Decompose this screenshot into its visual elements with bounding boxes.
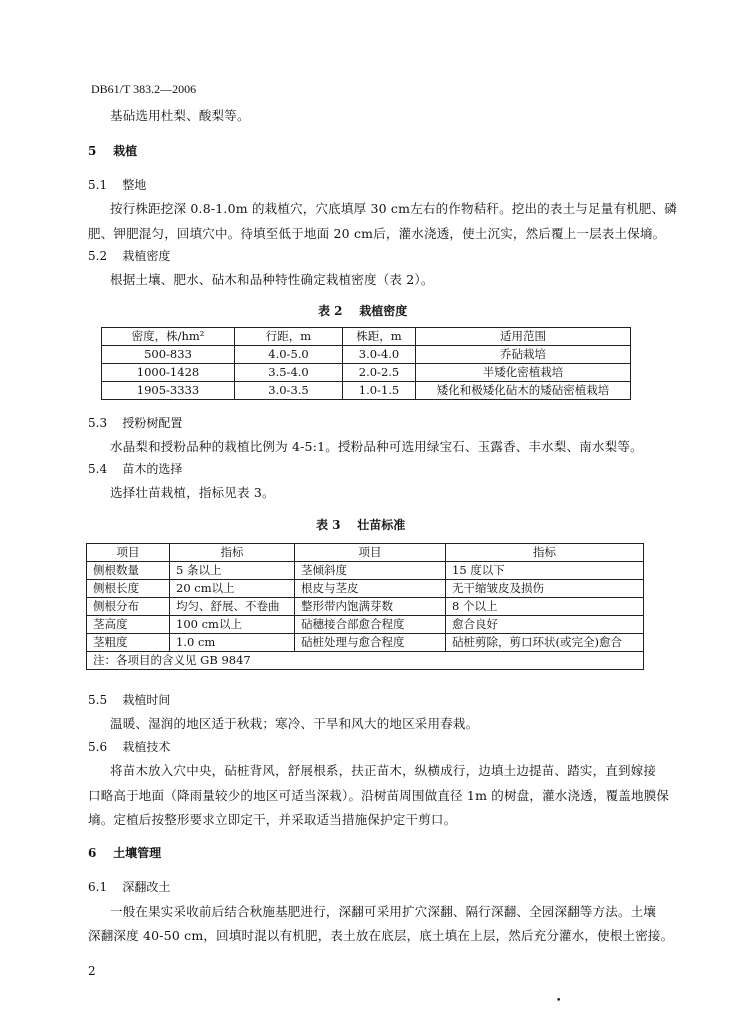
table-cell: 茎高度 xyxy=(87,616,170,634)
paragraph-5-6-line2: 口略高于地面（降雨量较少的地区可适当深栽）。沿树苗周围做直径 1m 的树盘，灌水浇透，覆盖地膜保 xyxy=(88,788,670,803)
table-cell: 5 条以上 xyxy=(170,562,295,580)
paragraph-5-3: 水晶梨和授粉品种的栽植比例为 4-5:1。授粉品种可选用绿宝石、玉露香、丰水梨、南水梨等。 xyxy=(110,439,643,454)
intro-line: 基砧选用杜梨、酸梨等。 xyxy=(110,108,250,123)
subsection-5-1-heading xyxy=(88,176,146,193)
table-header-cell: 项目 xyxy=(87,544,170,562)
document-code-header: DB61/T 383.2—2006 xyxy=(91,82,197,96)
table-cell: 茎粗度 xyxy=(87,634,170,652)
section-6-heading xyxy=(88,844,161,861)
section-title: 土壤管理 xyxy=(113,846,162,860)
table-cell: 100 cm以上 xyxy=(170,616,295,634)
table-header-cell: 行距，m xyxy=(235,328,343,346)
section-title: 栽植 xyxy=(113,144,138,158)
paragraph-5-1-line2: 肥、钾肥混匀，回填穴中。待填至低于地面 20 cm后，灌水浇透，使土沉实，然后覆上一层表土保墒。 xyxy=(88,226,666,241)
table-cell: 3.0-4.0 xyxy=(343,346,416,364)
table-cell: 无干缩皱皮及损伤 xyxy=(446,580,644,598)
table-row xyxy=(102,346,631,364)
subsection-5-5-heading xyxy=(88,691,170,708)
page-number: 2 xyxy=(88,964,96,978)
table-cell: 根皮与茎皮 xyxy=(295,580,446,598)
paragraph-5-6-line1: 将苗木放入穴中央，砧桩背风，舒展根系，扶正苗木，纵横成行，边填土边提苗、踏实，直到嫁接 xyxy=(110,763,657,778)
table-row xyxy=(87,634,644,652)
subsection-number: 5.1 xyxy=(88,178,108,192)
table-cell: 2.0-2.5 xyxy=(343,364,416,382)
subsection-number: 5.5 xyxy=(88,693,108,707)
table-2-planting-density xyxy=(101,327,631,400)
table-cell: 砧穗接合部愈合程度 xyxy=(295,616,446,634)
subsection-5-6-heading xyxy=(88,738,170,755)
subsection-title: 苗木的选择 xyxy=(122,462,183,476)
table-cell: 侧根长度 xyxy=(87,580,170,598)
table-note: 注：各项目的含义见 GB 9847 xyxy=(87,652,644,670)
table-header-cell: 株距，m xyxy=(343,328,416,346)
subsection-5-4-heading xyxy=(88,460,182,477)
table-cell: 茎倾斜度 xyxy=(295,562,446,580)
subsection-title: 深翻改土 xyxy=(122,880,171,894)
table-header-cell: 指标 xyxy=(446,544,644,562)
table-cell: 4.0-5.0 xyxy=(235,346,343,364)
table-cell: 1905-3333 xyxy=(102,382,235,400)
table-header-row xyxy=(102,328,631,346)
table-header-row xyxy=(87,544,644,562)
caption-title: 壮苗标准 xyxy=(357,518,406,532)
table-cell: 愈合良好 xyxy=(446,616,644,634)
table-row xyxy=(87,598,644,616)
table-header-cell: 适用范围 xyxy=(416,328,631,346)
scan-mark: • xyxy=(556,996,562,1006)
table-cell: 矮化和极矮化砧木的矮砧密植栽培 xyxy=(416,382,631,400)
table-cell: 砧桩剪除，剪口环状(或完全)愈合 xyxy=(446,634,644,652)
subsection-title: 授粉树配置 xyxy=(122,416,183,430)
paragraph-5-2: 根据土壤、肥水、砧木和品种特性确定栽植密度（表 2）。 xyxy=(110,272,434,287)
paragraph-5-5: 温暖、湿润的地区适于秋栽；寒冷、干旱和风大的地区采用春栽。 xyxy=(110,716,479,731)
table-cell: 砧桩处理与愈合程度 xyxy=(295,634,446,652)
table-cell: 均匀、舒展、不卷曲 xyxy=(170,598,295,616)
paragraph-5-4: 选择壮苗栽植，指标见表 3。 xyxy=(110,485,275,500)
table-cell: 侧根数量 xyxy=(87,562,170,580)
table-cell: 20 cm以上 xyxy=(170,580,295,598)
caption-title: 栽植密度 xyxy=(359,304,408,318)
table-cell: 500-833 xyxy=(102,346,235,364)
table-cell: 半矮化密植栽培 xyxy=(416,364,631,382)
table-cell: 8 个以上 xyxy=(446,598,644,616)
subsection-5-3-heading xyxy=(88,414,182,431)
subsection-number: 5.3 xyxy=(88,416,108,430)
table-3-caption xyxy=(316,516,405,533)
table-3-seedling-standards xyxy=(86,543,644,670)
subsection-title: 栽植密度 xyxy=(122,249,171,263)
subsection-5-2-heading xyxy=(88,247,170,264)
paragraph-6-1-line2: 深翻深度 40-50 cm，回填时混以有机肥，表土放在底层，底土填在上层，然后充分灌水，使根土密接。 xyxy=(88,928,674,943)
table-cell: 15 度以下 xyxy=(446,562,644,580)
paragraph-6-1-line1: 一般在果实采收前后结合秋施基肥进行，深翻可采用扩穴深翻、隔行深翻、全园深翻等方法。土壤 xyxy=(110,904,657,919)
table-cell: 1.0-1.5 xyxy=(343,382,416,400)
table-row xyxy=(102,382,631,400)
table-header-cell: 密度，株/hm² xyxy=(102,328,235,346)
section-number: 5 xyxy=(88,144,97,158)
subsection-6-1-heading xyxy=(88,878,170,895)
table-row xyxy=(102,364,631,382)
table-row xyxy=(87,562,644,580)
subsection-number: 5.4 xyxy=(88,462,108,476)
subsection-number: 5.6 xyxy=(88,740,108,754)
table-cell: 1.0 cm xyxy=(170,634,295,652)
table-cell: 3.0-3.5 xyxy=(235,382,343,400)
paragraph-5-1-line1: 按行株距挖深 0.8-1.0m 的栽植穴，穴底填厚 30 cm左右的作物秸秆。挖出的表土与足量有机肥、磷 xyxy=(110,201,677,216)
table-cell: 侧根分布 xyxy=(87,598,170,616)
caption-number: 表 3 xyxy=(316,518,341,532)
subsection-number: 5.2 xyxy=(88,249,108,263)
table-header-cell: 指标 xyxy=(170,544,295,562)
table-cell: 1000-1428 xyxy=(102,364,235,382)
section-number: 6 xyxy=(88,846,97,860)
subsection-title: 栽植技术 xyxy=(122,740,171,754)
caption-number: 表 2 xyxy=(318,304,343,318)
table-cell: 乔砧栽培 xyxy=(416,346,631,364)
table-row xyxy=(87,580,644,598)
table-header-cell: 项目 xyxy=(295,544,446,562)
table-2-caption xyxy=(318,302,407,319)
table-row xyxy=(87,616,644,634)
subsection-title: 栽植时间 xyxy=(122,693,171,707)
table-note-row xyxy=(87,652,644,670)
table-cell: 整形带内饱满芽数 xyxy=(295,598,446,616)
section-5-heading xyxy=(88,142,137,159)
paragraph-5-6-line3: 墒。定植后按整形要求立即定干，并采取适当措施保护定干剪口。 xyxy=(88,812,457,827)
table-cell: 3.5-4.0 xyxy=(235,364,343,382)
subsection-title: 整地 xyxy=(122,178,147,192)
subsection-number: 6.1 xyxy=(88,880,108,894)
